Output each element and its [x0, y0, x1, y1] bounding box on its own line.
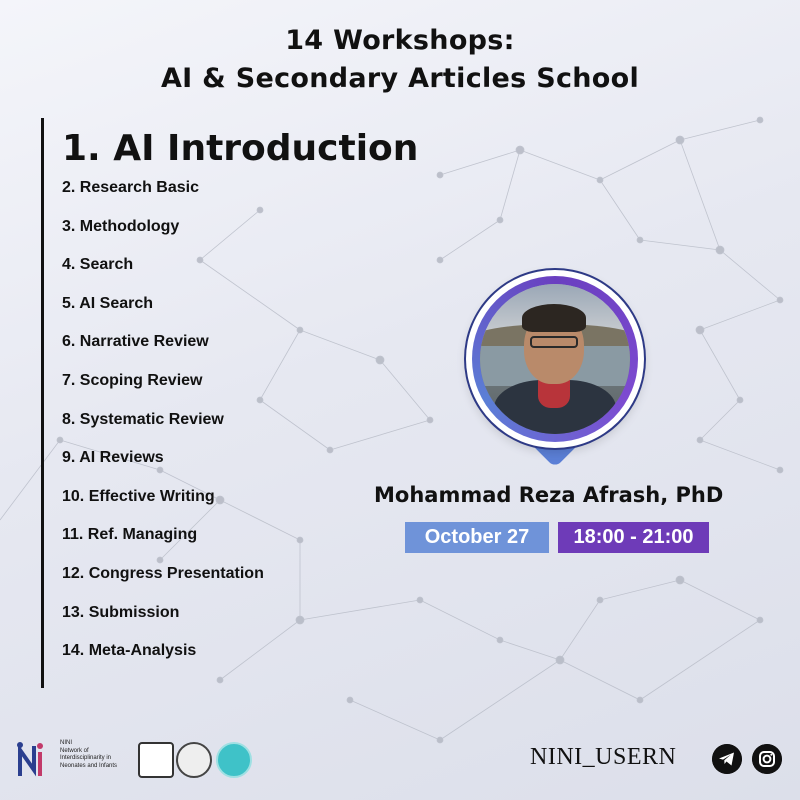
speaker-photo-pin	[466, 270, 644, 448]
workshop-item: 4. Search	[62, 256, 134, 274]
workshop-item: 6. Narrative Review	[62, 333, 209, 351]
org-line: Neonates and Infants	[60, 762, 118, 769]
title-line-1: 14 Workshops:	[285, 25, 515, 56]
time-badge: 18:00 - 21:00	[558, 522, 709, 553]
workshop-item: 13. Submission	[62, 603, 180, 621]
header-title	[0, 22, 800, 98]
workshop-item: 8. Systematic Review	[62, 410, 224, 428]
telegram-icon[interactable]	[712, 744, 742, 774]
list-divider	[41, 118, 44, 688]
workshop-item: 3. Methodology	[62, 217, 180, 235]
university-logo-icon	[138, 742, 174, 778]
org-line: Interdisciplinarity in	[60, 755, 112, 761]
date-badge: October 27	[405, 522, 549, 553]
workshop-item: 14. Meta-Analysis	[62, 642, 197, 660]
photo-hair	[522, 304, 586, 332]
speaker-photo	[480, 284, 630, 434]
partner-logo-icon	[216, 742, 252, 778]
org-line: Network of	[60, 747, 89, 754]
nini-org-text	[60, 740, 150, 770]
nini-logo-icon	[10, 736, 60, 786]
workshop-item: 9. AI Reviews	[62, 449, 164, 467]
social-handle: NINI_USERN	[530, 744, 677, 770]
instagram-icon[interactable]	[752, 744, 782, 774]
workshop-item: 7. Scoping Review	[62, 371, 203, 389]
workshop-item: 5. AI Search	[62, 294, 154, 312]
speaker-name: Mohammad Reza Afrash, PhD	[374, 483, 724, 507]
workshop-item-current: 1. AI Introduction	[62, 128, 419, 169]
seal-logo-icon	[176, 742, 212, 778]
workshop-item: 12. Congress Presentation	[62, 564, 264, 582]
workshop-list	[62, 126, 418, 680]
photo-glasses	[530, 336, 578, 348]
workshop-item: 2. Research Basic	[62, 179, 199, 196]
workshop-item: 11. Ref. Managing	[62, 526, 198, 544]
org-line: NINI	[60, 740, 72, 746]
title-line-2: AI & Secondary Articles School	[160, 63, 640, 94]
workshop-item: 10. Effective Writing	[62, 487, 215, 505]
